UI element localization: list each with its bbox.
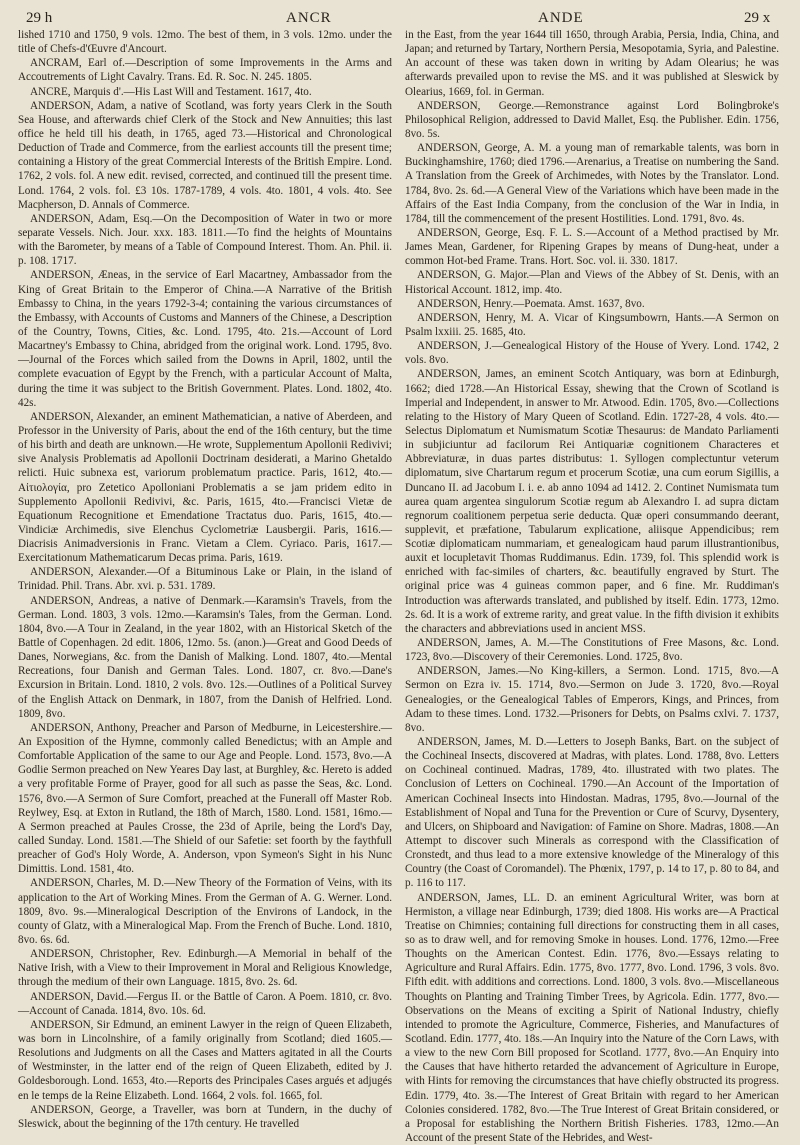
entry-paragraph: ANDERSON, Alexander, an eminent Mathematician, a native of Aberdeen, and Professor in the University of Paris, about the end of the 16th century, but the time of his birth and death are unknown.—He wrote, Supplementum Apollonii Redivivi; sive Analysis Problematis ad Apollonii Doctrinam desiderati, a Marino Ghetaldo relicti. Huic subnexa est, variorum problematum practice. Paris, 1612, 4to.—Αἰτιολογία, pro Zetetico Apolloniani Problematis a se jam pridem edito in Supplemento Apollonii Redivivi, &c. Paris, 1615, 4to.—Francisci Vietæ de Equationum Recognitione et Emendatione Tractatus duo. Paris, 1615, 4to.—Vindiciæ Archimedis, sive Elenchus Cyclometriæ Lausbergii. Paris, 1616.—Diacrisis Animadversionis in Franc. Vietam a Clem. Cyriaco. Paris, 1617.—Exercitationum Mathematicarum Decas prima. Paris, 1619. (18, 410, 392, 565)
right-catchword: ANDE (538, 10, 584, 26)
entry-paragraph: ANDERSON, George, Esq. F. L. S.—Account of a Method practised by Mr. James Mean, Gardener, for Ripening Grapes by means of Dung-heat, under a common Hot-bed Frame. Trans. Hort. Soc. vol. ii. 330. 1817. (405, 226, 779, 268)
entry-paragraph: ANCRAM, Earl of.—Description of some Improvements in the Arms and Accoutrements of Light Cavalry. Trans. Ed. R. Soc. N. 245. 1805. (18, 57, 392, 84)
entry-paragraph: ANDERSON, Alexander.—Of a Bituminous Lake or Plain, in the island of Trinidad. Phil. Trans. Abr. xvi. p. 531. 1789. (18, 566, 392, 593)
entry-paragraph: ANDERSON, Henry.—Poemata. Amst. 1637, 8vo. (417, 297, 645, 310)
entry-paragraph: ANDERSON, Andreas, a native of Denmark.—Karamsin's Travels, from the German. Lond. 1803, 3 vols. 12mo.—Karamsin's Tales, from the German. Lond. 1804, 8vo.—A Tour in Zealand, in the year 1802, with an Historical Sketch of the Battle of Copenhagen. 2d edit. 1806, 12mo. 5s. (anon.)—Great and Good Deeds of Danes, Norwegians, &c. from the Danish of Malking. Lond. 1807, 4to.—Mental Recreations, four Danish and German Tales. Lond. 1807, cr. 8vo.—Dane's Excursion in Britain. Lond. 1810, 2 vols. 8vo. 12s.—Outlines of a Political Survey of the English Attack on Denmark, in 1807, from the Danish of Helfried. Lond. 1809, 8vo. (18, 594, 392, 720)
running-header (18, 6, 786, 28)
entry-paragraph: ANDERSON, Anthony, Preacher and Parson of Medburne, in Leicestershire.—An Exposition of the Hymne, commonly called Benedictus; with an Ample and Comfortable Application of the same to our Age and People. Lond. 1573, 8vo.—A Godlie Sermon preached on New Yeares Day last, at Burghley, &c. Hereto is added a very profitable Forme of Prayer, good for all such as passe the Seas, &c. Lond. 1576, 8vo.—A Sermon of Sure Comfort, preached at the Funerall off Master Rob. Reylwey, Esq. at Exton in Rutland, the 18th of March, 1580. Lond. 1581, 16mo.—A Sermon preached at Paules Crosse, the 23d of Aprile, being the Lord's Day, called Sunday. Lond. 1581.—The Shield of our Safetie: set foorth by the faythfull preacher of God's Holy Worde, A. Anderson, vpon Symeon's Sight in his Nunc Dimittis. Lond. 1581, 4to. (18, 721, 392, 876)
entry-paragraph: ANDERSON, J.—Genealogical History of the House of Yvery. Lond. 1742, 2 vols. 8vo. (405, 340, 779, 367)
entry-paragraph: ANDERSON, George, A. M. a young man of remarkable talents, was born in Buckinghamshire, 1760; died 1796.—Arenarius, a Treatise on numbering the Sand. A Translation from the Greek of Archimedes, with Notes by the Translator. Lond. 1784, 8vo. 2s. 6d.—A General View of the Variations which have been made in the Affairs of the East India Company, from the conclusion of the War in India, in 1784, till the commencement of the present Hostilities. Lond. 1791, 8vo. 4s. (405, 142, 779, 225)
entry-paragraph: ANDERSON, David.—Fergus II. or the Battle of Caron. A Poem. 1810, cr. 8vo.—Account of Canada. 1814, 8vo. 10s. 6d. (18, 990, 392, 1017)
entry-paragraph: ANDERSON, Henry, M. A. Vicar of Kingsumbowrn, Hants.—A Sermon on Psalm lxxiii. 25. 1685, 4to. (405, 311, 779, 338)
entry-paragraph: lished 1710 and 1750, 9 vols. 12mo. The best of them, in 3 vols. 12mo. under the title of Chefs-d'Œuvre d'Ancourt. (18, 29, 392, 56)
left-column (18, 28, 392, 1145)
entry-paragraph: ANDERSON, George.—Remonstrance against Lord Bolingbroke's Philosophical Religion, addressed to David Mallet, Esq. the Publisher. Edin. 1756, 8vo. 5s. (405, 99, 779, 140)
entry-paragraph: ANDERSON, Sir Edmund, an eminent Lawyer in the reign of Queen Elizabeth, was born in Lincolnshire, of a family originally from Scotland; died 1605.—Resolutions and Judgments on all the Cases and Matters agitated in all the Courts of Westminster, in the latter end of the reign of Queen Elizabeth, edited by J. Goldesborough. Lond. 1653, 4to.—Reports des Principales Cases argués et adjugés en le temps de la Reine Elizabeth. Lond. 1664, 2 vols. fol. 1665, fol. (18, 1018, 392, 1102)
right-page-number: 29 x (744, 10, 771, 26)
entry-paragraph: ANCRE, Marquis d'.—His Last Will and Testament. 1617, 4to. (30, 85, 312, 98)
entry-paragraph: ANDERSON, George, a Traveller, was born at Tundern, in the duchy of Sleswick, about the beginning of the 17th century. He travelled (18, 1103, 392, 1130)
entry-paragraph: in the East, from the year 1644 till 1650, through Arabia, Persia, India, China, and Japan; and returned by Tartary, Northern Persia, Mesopotamia, Syria, and Palestine. An account of these was taken down in writing by Adam Olearius; he was afterwards prevailed upon to revise the MS. and it was published at Sleswick by Olearius, 1669, fol. in German. (405, 29, 779, 98)
entry-paragraph: ANDERSON, James, A. M.—The Constitutions of Free Masons, &c. Lond. 1723, 8vo.—Discovery of their Ceremonies. Lond. 1725, 8vo. (405, 637, 779, 664)
entry-paragraph: ANDERSON, Æneas, in the service of Earl Macartney, Ambassador from the King of Great Britain to the Emperor of China.—A Narrative of the British Embassy to China, in the years 1792-3-4; containing the various circumstances of the Embassy, with Accounts of Customs and Manners of the Chinese, a Description of the Country, Towns, Cities, &c. Lond. 1795, 4to. 21s.—Account of Lord Macartney's Embassy to China, abridged from the original work. Lond. 1795, 8vo.—Journal of the Forces which sailed from the Downs in April, 1802, until the complete evacuation of Egypt by the French, with a particular Account of Malta, during the time it was subject to the British Government. Plates. Lond. 1802, 4to. 42s. (18, 269, 392, 409)
entry-paragraph: ANDERSON, G. Major.—Plan and Views of the Abbey of St. Denis, with an Historical Account. 1812, imp. 4to. (405, 269, 779, 296)
entry-paragraph: ANDERSON, Charles, M. D.—New Theory of the Formation of Veins, with its application to the Art of Working Mines. From the German of A. G. Werner. Lond. 1809, 8vo. 9s.—Mineralogical Description of the Environs of Landock, in the county of Glatz, with a Mineralogical Map. From the French of Buche. Lond. 1810, 8vo. 6s. 6d. (18, 877, 392, 946)
text-columns (18, 28, 786, 1145)
left-page-number: 29 h (26, 10, 53, 26)
entry-paragraph: ANDERSON, James, LL. D. an eminent Agricultural Writer, was born at Hermiston, a village near Edinburgh, 1739; died 1808. His works are—A Practical Treatise on Chimnies; containing full directions for constructing them in all cases, so as to draw well, and for removing Smoke in houses. Lond. 1776, 12mo.—Free Thoughts on the American Contest. Edin. 1776, 8vo.—Essays relating to Agriculture and Rural Affairs. Edin. 1775, 8vo. 1777, 8vo. Lond. 1796, 3 vols. 8vo. Fifth edit. with additions and corrections. Lond. 1800, 3 vols. 8vo.—Miscellaneous Thoughts on Planting and Training Timber Trees, by Agricola. Edin. 1777, 8vo.—Observations on the Means of exciting a Spirit of National Industry, chiefly intended to promote the Agriculture, Commerce, Fisheries, and Manufactures of Scotland. Edin. 1777, 4to. 18s.—An Inquiry into the Nature of the Corn Laws, with a view to the new Corn Bill proposed for Scotland. 1777, 8vo.—An Enquiry into the Causes that have hitherto retarded the advancement of Agriculture in Europe, with Hints for removing the circumstances that have chiefly obstructed its progress. Edin. 1779, 4to. 3s.—The Interest of Great Britain with regard to her American Colonies considered. 1782, 8vo.—The True Interest of Great Britain considered, or a Proposal for establishing the Northern British Fisheries. 1783, 12mo.—An Account of the present State of the Hebrides, and West- (405, 891, 779, 1144)
entry-paragraph: ANDERSON, James, an eminent Scotch Antiquary, was born at Edinburgh, 1662; died 1728.—An Historical Essay, shewing that the Crown of Scotland is Imperial and Independent, in answer to Mr. Atwood. Edin. 1705, 8vo.—Collections relating to the History of Mary Queen of Scotland. Edin. 1727-28, 4 vols. 4to.—Selectus Diplomatum et Numismatum Scotiæ Thesaurus: de Mandato Parliamenti in subjiciuntur ad facilorum Rei Antiquariæ cognitionem Characteres et Abbreviaturæ, in duas partes distributus: 1. Syllogen complectuntur veterum diplomatum, sive Chartarum regum et procerum Scotiæ, una cum eorum Sigillis, a Duncano II. ad Jacobum I. i. e. ab anno 1094 ad 1412. 2. Continet Numismata tum aurea quam argentea singulorum Scotiæ regum ab Alexandro I. ad supra dictam regnorum coalitionem perpetua serie deducta. Quæ operi consummando deerant, supplevit, et præfatione, Tabularum explicatione, aliisque Appendicibus; rem Scotiæ diplomaticam nummariam, et genealogicam haud parum illustrantionibus, auxit et locupletavit Thomas Ruddimanus. Edin. 1739, fol. This splendid work is enriched with fac-similes of charters, &c. beautifully engraved by Sturt. The original price was 4 guineas common paper, and 6 fine. Mr. Ruddiman's Introduction was afterwards translated, and published by itself. Edin. 1773, 12mo. 2s. 6d. It is a work of extreme rarity, and great value. In the fifth division it exhibits the characters and abbreviations used in ancient MSS. (405, 368, 779, 635)
entry-paragraph: ANDERSON, Adam, Esq.—On the Decomposition of Water in two or more separate Vessels. Nich. Jour. xxx. 183. 1811.—To find the heights of Mountains with the Barometer, by means of a Table of Compound Interest. Thom. An. Phil. ii. p. 108. 1717. (18, 212, 392, 268)
right-column (405, 28, 779, 1145)
entry-paragraph: ANDERSON, James.—No King-killers, a Sermon. Lond. 1715, 8vo.—A Sermon on Ezra iv. 15. 1714, 8vo.—Sermon on Jude 3. 1720, 8vo.—Royal Genealogies, or the Genealogical Tables of Emperors, Kings, and Princes, from Adam to these times. Lond. 1732.—Prisoners for Debts, on Psalms cxlvi. 7. 1737, 8vo. (405, 665, 779, 734)
entry-paragraph: ANDERSON, James, M. D.—Letters to Joseph Banks, Bart. on the subject of the Cochineal Insects, discovered at Madras, with plates. Lond. 1788, 8vo. Letters on Cochineal continued. Madras, 1789, 4to. illustrated with two plates. The Conclusion of Letters on Cochineal. 1790.—An Account of the Importation of American Cochineal Insects into Hindostan. Madras, 1795, 8vo.—Journal of the Establishment of Nopal and Tuna for the Prevention or Cure of Scurvy, Dysentery, and Ulcers, on Shipboard and Navigation: of Famine on Shore. Madras, 1808.—An Attempt to discover such Minerals as correspond with the Classification of Cronstedt, and thus lead to a more extensive knowledge of the Mineralogy of this Country (the Coast of Coromandel). The Phœnix, 1797, p. 14 to 17, p. 80 to 84, and p. 116 to 117. (405, 736, 779, 890)
entry-paragraph: ANDERSON, Christopher, Rev. Edinburgh.—A Memorial in behalf of the Native Irish, with a View to their Improvement in Moral and Religious Knowledge, through the medium of their own Language. 1815, 8vo. 2s. 6d. (18, 948, 392, 989)
entry-paragraph: ANDERSON, Adam, a native of Scotland, was forty years Clerk in the South Sea House, and afterwards chief Clerk of the Stock and New Annuities; this last office he held till his death, in 1765, aged 73.—Historical and Chronological Deduction of Trade and Commerce, from the earliest accounts till the present time; containing a History of the great Commercial Interests of the British Empire. Lond. 1762, 2 vols. fol. A new edit. revised, corrected, and continued till the present time. Lond. 1764, 2 vols. fol. £3 10s. 1787-1789, 4 vols. 4to. 1801, 4 vols. 4to. See Macpherson, D. Annals of Commerce. (18, 99, 392, 211)
left-catchword: ANCR (286, 10, 332, 26)
